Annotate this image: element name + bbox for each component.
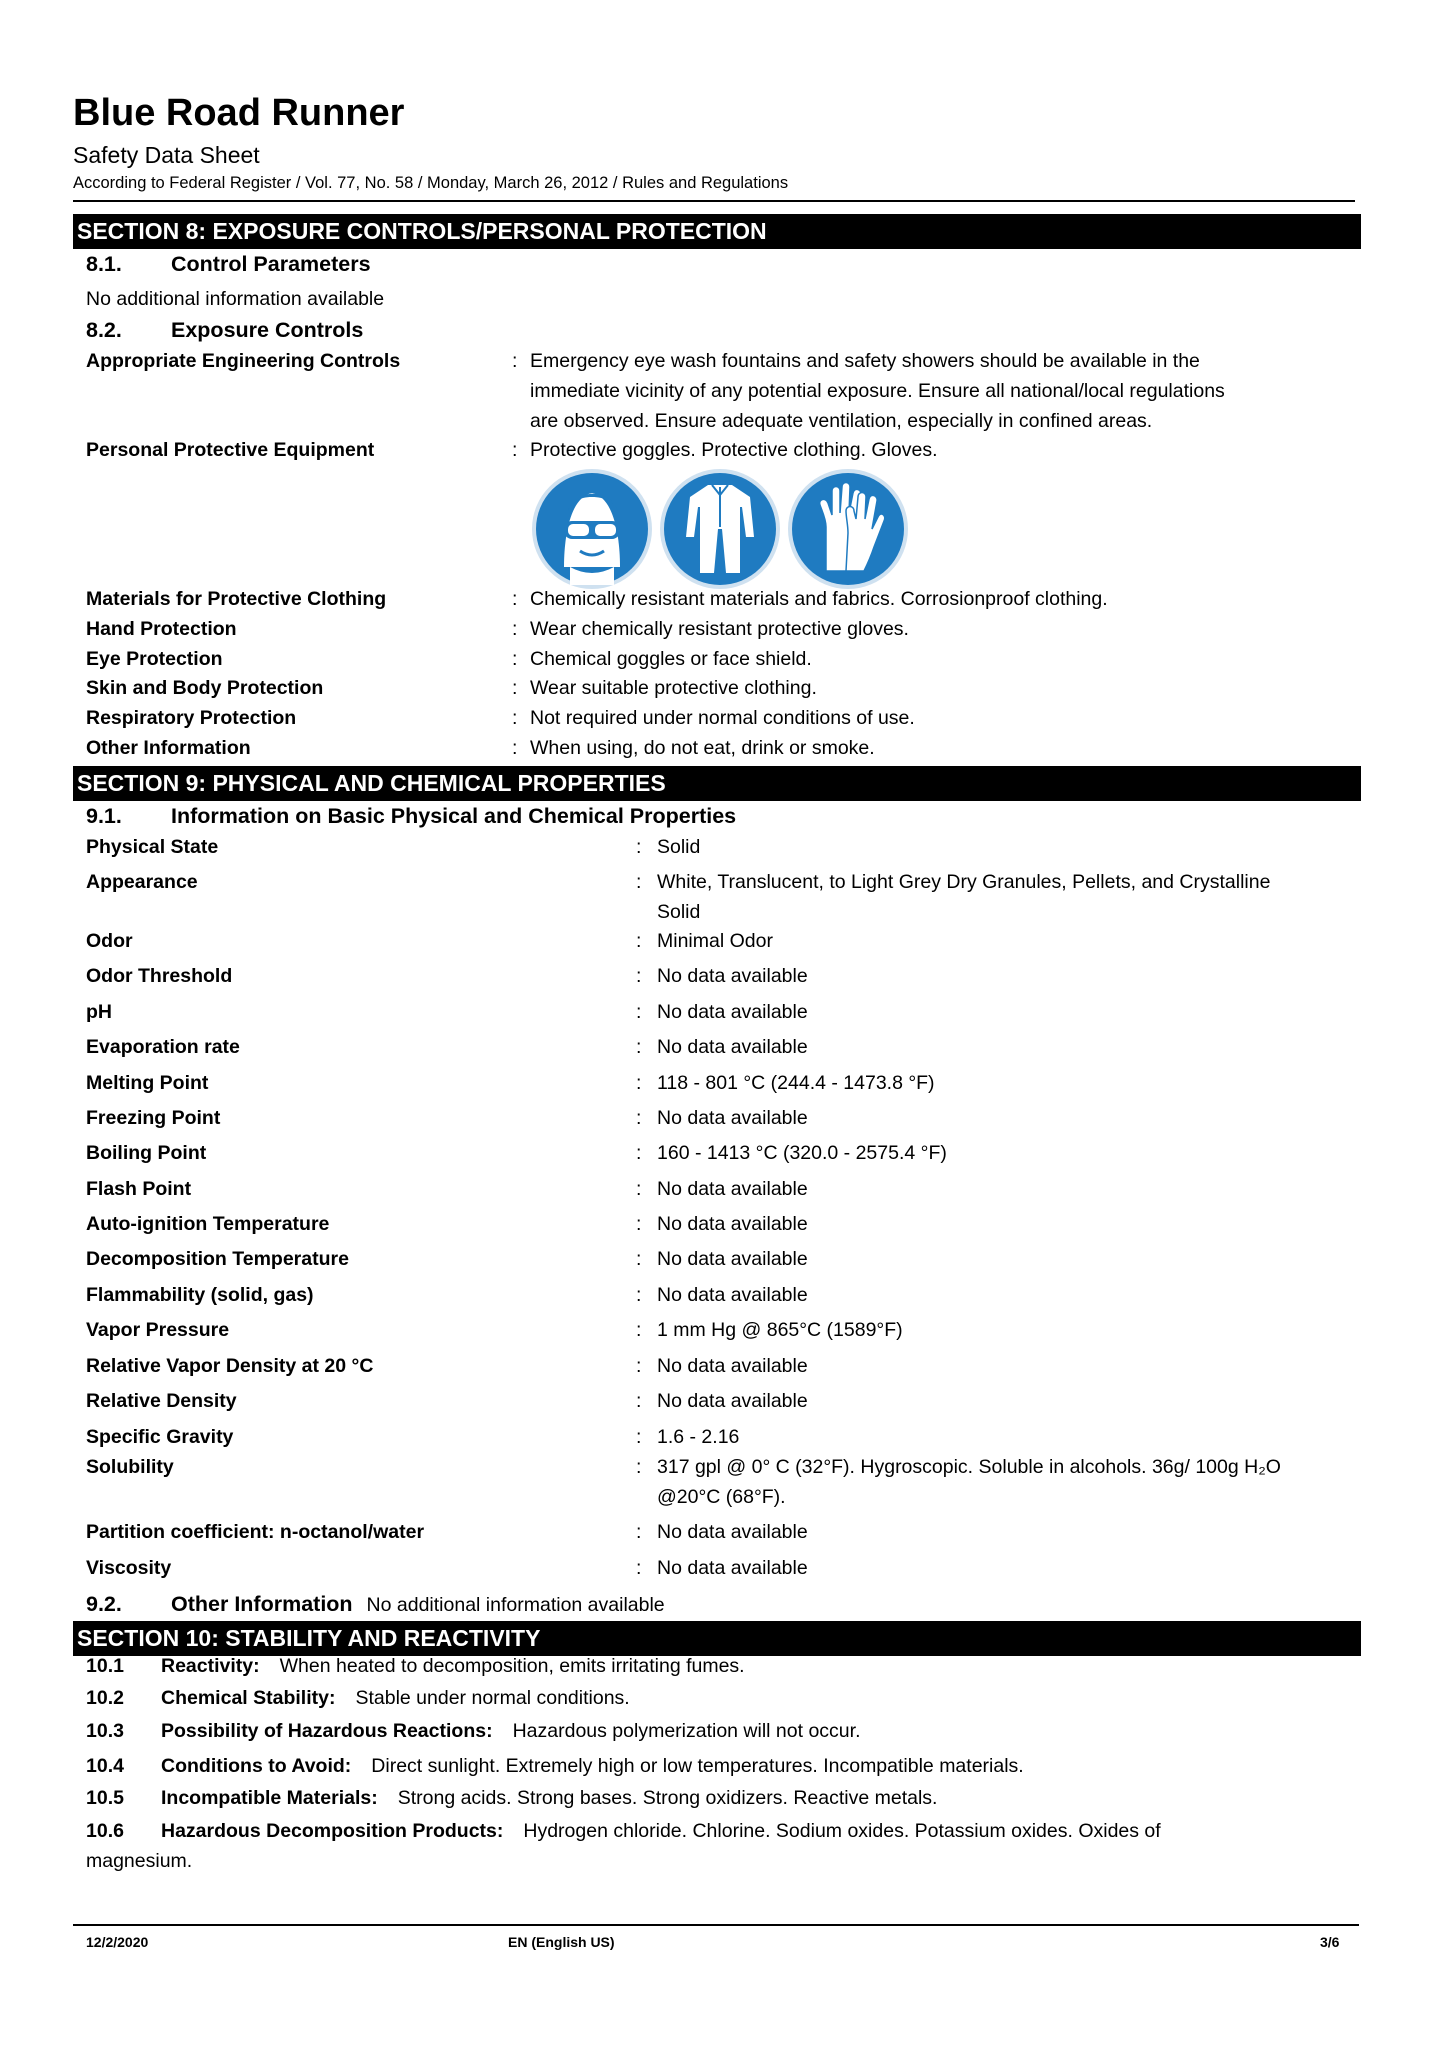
footer-date: 12/2/2020 (86, 1934, 149, 1950)
subsection-title: Information on Basic Physical and Chemical Properties (171, 804, 737, 828)
property-label: Odor Threshold (86, 965, 233, 987)
stability-item (86, 1720, 860, 1743)
item-number: 10.5 (86, 1787, 124, 1809)
subsection-number: 9.2. (86, 1592, 122, 1616)
item-number: 10.2 (86, 1687, 124, 1709)
value-line: No data available (657, 1213, 808, 1235)
property-value (657, 1032, 808, 1062)
value-line: 118 - 801 °C (244.4 - 1473.8 °F) (657, 1072, 935, 1094)
item-label: Chemical Stability: (161, 1687, 336, 1709)
value-line: are observed. Ensure adequate ventilation, especially in confined areas. (530, 410, 1153, 432)
protective-clothing-icon (660, 469, 780, 589)
colon: : (636, 1072, 642, 1094)
section-10-header: SECTION 10: STABILITY AND REACTIVITY (73, 1621, 1361, 1656)
property-label: Physical State (86, 836, 219, 858)
value-line: No data available (657, 1248, 808, 1270)
colon: : (512, 350, 518, 372)
engineering-controls-value (530, 346, 1225, 436)
property-value (657, 1280, 808, 1310)
stability-item (86, 1755, 1024, 1778)
colon: : (636, 1036, 642, 1058)
value-line: No data available (657, 1521, 808, 1543)
regulation-reference: According to Federal Register / Vol. 77, No. 58 / Monday, March 26, 2012 / Rules and Regulations (73, 174, 789, 192)
section-9-header: SECTION 9: PHYSICAL AND CHEMICAL PROPERTIES (73, 766, 1361, 801)
property-label: Relative Vapor Density at 20 °C (86, 1355, 374, 1377)
property-value (657, 867, 1270, 927)
value-line: Minimal Odor (657, 930, 773, 952)
other-information-text: No additional information available (366, 1594, 665, 1616)
item-number: 10.4 (86, 1755, 124, 1777)
value-line: No data available (657, 1001, 808, 1023)
property-label: pH (86, 1001, 112, 1023)
colon: : (512, 588, 518, 610)
colon: : (636, 1178, 642, 1200)
header-divider (73, 200, 1355, 202)
item-value: Hydrogen chloride. Chlorine. Sodium oxides. Potassium oxides. Oxides of (523, 1820, 1161, 1842)
property-value (657, 1209, 808, 1239)
item-value: When heated to decomposition, emits irritating fumes. (279, 1655, 745, 1677)
property-label: Auto-ignition Temperature (86, 1213, 330, 1235)
ppe-label: Personal Protective Equipment (86, 439, 375, 461)
property-label: Decomposition Temperature (86, 1248, 349, 1270)
protective-gloves-icon (788, 469, 908, 589)
property-label: Respiratory Protection (86, 707, 297, 729)
item-value-continuation: magnesium. (86, 1850, 193, 1872)
value-line: White, Translucent, to Light Grey Dry Granules, Pellets, and Crystalline (657, 871, 1271, 893)
subsection-title: Other Information (171, 1592, 353, 1616)
colon: : (636, 871, 642, 893)
property-value (657, 1517, 808, 1547)
value-line: 317 gpl @ 0° C (32°F). Hygroscopic. Soluble in alcohols. 36g/ 100g H₂O (657, 1456, 1281, 1478)
item-value: Hazardous polymerization will not occur. (512, 1720, 861, 1742)
property-value (657, 832, 700, 862)
footer-divider (73, 1924, 1359, 1926)
property-value (657, 1244, 808, 1274)
property-label: Partition coefficient: n-octanol/water (86, 1521, 425, 1543)
property-value (657, 997, 808, 1027)
subsection-number: 9.1. (86, 804, 122, 828)
product-name: Blue Road Runner (73, 92, 405, 134)
colon: : (512, 677, 518, 699)
subsection-9-2-heading (86, 1592, 665, 1617)
property-label: Relative Density (86, 1390, 237, 1412)
property-value (657, 1174, 808, 1204)
item-label: Conditions to Avoid: (161, 1755, 352, 1777)
colon: : (636, 1456, 642, 1478)
colon: : (636, 1319, 642, 1341)
property-value (657, 1068, 935, 1098)
property-value (657, 1386, 808, 1416)
value-line: No data available (657, 965, 808, 987)
property-value (657, 1103, 808, 1133)
subsection-number: 8.1. (86, 252, 122, 276)
colon: : (636, 1426, 642, 1448)
subsection-8-1-heading (86, 252, 371, 277)
property-value (657, 926, 773, 956)
item-label: Possibility of Hazardous Reactions: (161, 1720, 493, 1742)
engineering-controls-label: Appropriate Engineering Controls (86, 350, 401, 372)
property-value (657, 1315, 903, 1345)
value-line: 160 - 1413 °C (320.0 - 2575.4 °F) (657, 1142, 947, 1164)
property-label: Viscosity (86, 1557, 172, 1579)
colon: : (636, 836, 642, 858)
property-value: Chemical goggles or face shield. (530, 648, 812, 670)
subsection-number: 8.2. (86, 318, 122, 342)
item-value: Stable under normal conditions. (355, 1687, 630, 1709)
subsection-8-2-heading (86, 318, 363, 343)
property-label: Freezing Point (86, 1107, 221, 1129)
stability-item (86, 1787, 937, 1810)
property-value: Not required under normal conditions of use. (530, 707, 915, 729)
colon: : (512, 707, 518, 729)
item-label: Incompatible Materials: (161, 1787, 378, 1809)
subsection-9-1-heading (86, 804, 736, 829)
property-label: Flash Point (86, 1178, 192, 1200)
property-value (657, 961, 808, 991)
ppe-icon-strip (530, 467, 910, 591)
value-line: No data available (657, 1284, 808, 1306)
colon: : (636, 1355, 642, 1377)
colon: : (512, 439, 518, 461)
colon: : (636, 1213, 642, 1235)
property-label: Evaporation rate (86, 1036, 240, 1058)
colon: : (636, 930, 642, 952)
stability-item (86, 1655, 745, 1678)
subsection-title: Control Parameters (171, 252, 371, 276)
property-label: Vapor Pressure (86, 1319, 230, 1341)
item-label: Reactivity: (161, 1655, 260, 1677)
property-value (657, 1553, 808, 1583)
value-line: Solid (657, 836, 701, 858)
ppe-icons (530, 467, 910, 596)
colon: : (636, 1557, 642, 1579)
subsection-title: Exposure Controls (171, 318, 364, 342)
colon: : (512, 618, 518, 640)
colon: : (636, 1390, 642, 1412)
item-value: Direct sunlight. Extremely high or low temperatures. Incompatible materials. (371, 1755, 1024, 1777)
control-parameters-text: No additional information available (86, 288, 385, 310)
value-line: Solid (657, 901, 701, 923)
value-line: 1.6 - 2.16 (657, 1426, 740, 1448)
property-value (657, 1138, 947, 1168)
property-value (657, 1422, 739, 1452)
property-label: Skin and Body Protection (86, 677, 324, 699)
property-label: Flammability (solid, gas) (86, 1284, 314, 1306)
colon: : (636, 1107, 642, 1129)
colon: : (636, 1284, 642, 1306)
item-number: 10.1 (86, 1655, 124, 1677)
item-number: 10.3 (86, 1720, 124, 1742)
ppe-value: Protective goggles. Protective clothing. Gloves. (530, 439, 938, 461)
item-label: Hazardous Decomposition Products: (161, 1820, 504, 1842)
property-label: Hand Protection (86, 618, 237, 640)
value-line: Emergency eye wash fountains and safety showers should be available in the (530, 350, 1200, 372)
stability-item (86, 1687, 630, 1710)
value-line: No data available (657, 1355, 808, 1377)
value-line: immediate vicinity of any potential exposure. Ensure all national/local regulations (530, 380, 1225, 402)
property-label: Boiling Point (86, 1142, 207, 1164)
property-label: Materials for Protective Clothing (86, 588, 387, 610)
value-line: 1 mm Hg @ 865°C (1589°F) (657, 1319, 903, 1341)
footer-language: EN (English US) (508, 1934, 615, 1950)
colon: : (512, 737, 518, 759)
item-number: 10.6 (86, 1820, 124, 1842)
property-label: Eye Protection (86, 648, 223, 670)
document-type: Safety Data Sheet (73, 142, 260, 168)
footer-page-number: 3/6 (1320, 1934, 1340, 1950)
property-value (657, 1452, 1281, 1512)
value-line: No data available (657, 1390, 808, 1412)
property-value: Wear suitable protective clothing. (530, 677, 817, 699)
property-value: Chemically resistant materials and fabrics. Corrosionproof clothing. (530, 588, 1108, 610)
property-label: Appearance (86, 871, 198, 893)
property-label: Specific Gravity (86, 1426, 234, 1448)
value-line: No data available (657, 1036, 808, 1058)
property-label: Solubility (86, 1456, 174, 1478)
section-8-header: SECTION 8: EXPOSURE CONTROLS/PERSONAL PROTECTION (73, 214, 1361, 249)
colon: : (636, 1142, 642, 1164)
property-label: Odor (86, 930, 133, 952)
colon: : (636, 1001, 642, 1023)
colon: : (636, 965, 642, 987)
property-label: Melting Point (86, 1072, 209, 1094)
item-value: Strong acids. Strong bases. Strong oxidizers. Reactive metals. (397, 1787, 938, 1809)
colon: : (636, 1248, 642, 1270)
value-line: No data available (657, 1107, 808, 1129)
colon: : (636, 1521, 642, 1543)
value-line: No data available (657, 1178, 808, 1200)
property-value: When using, do not eat, drink or smoke. (530, 737, 875, 759)
colon: : (512, 648, 518, 670)
value-line: @20°C (68°F). (657, 1486, 786, 1508)
property-value: Wear chemically resistant protective gloves. (530, 618, 909, 640)
property-value (657, 1351, 808, 1381)
value-line: No data available (657, 1557, 808, 1579)
property-label: Other Information (86, 737, 251, 759)
stability-item (86, 1820, 1161, 1843)
safety-goggles-icon (532, 469, 652, 589)
